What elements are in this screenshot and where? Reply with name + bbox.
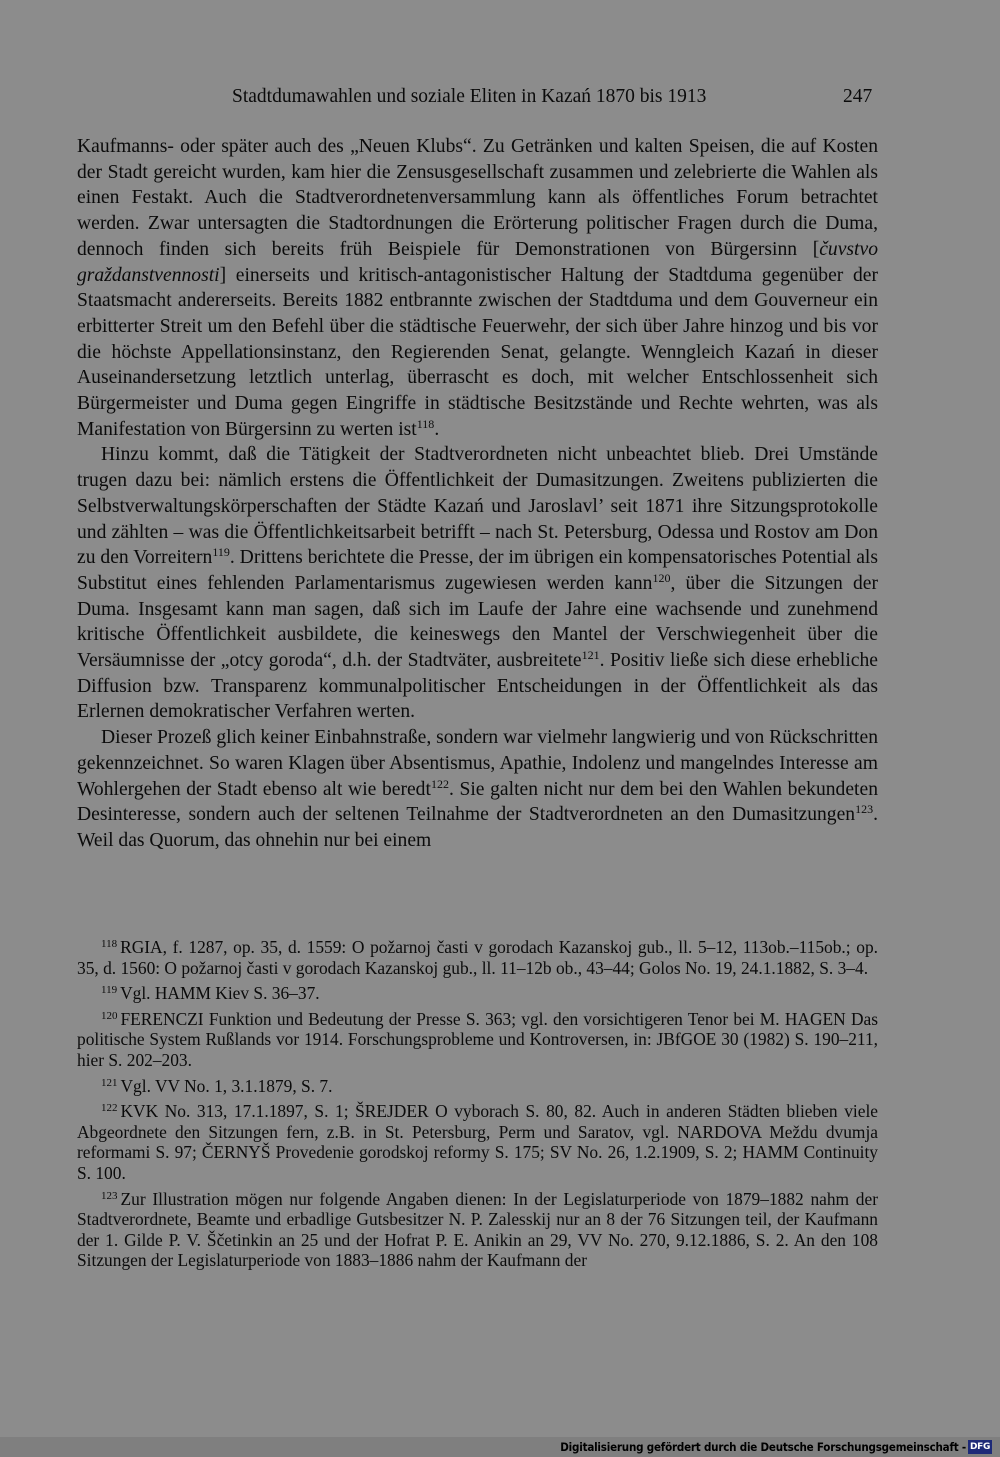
footnote-number: 121 [101,1076,118,1089]
footnote-number: 123 [101,1189,118,1202]
page-number: 247 [843,86,873,107]
footnote-number: 122 [101,1102,118,1115]
running-header [0,86,1000,112]
footnote-ref-119[interactable]: 119 [212,545,230,560]
paragraph-1-text-b: ] einerseits und kritisch-antagonistischer Haltung der Stadtduma gegenüber der Staatsmacht andererseits. Bereits 1882 entbrannte zwischen der Stadtduma und dem Gouverneur ein erbitterter Streit um den Befehl über die städtische Feuerwehr, der sich über Jahre hinzog und bis vor die höchste Appellationsinstanz, den Regierenden Senat, gelangte. Wenngleich Kazań in dieser Auseinandersetzung letztlich unterlag, überrascht es doch, mit welcher Entschlossenheit sich Bürgermeister und Duma gegen Eingriffe in städtische Besitzstände und Rechte wehrten, was als Manifestation von Bürgersinn zu werten ist [77,264,878,440]
paragraph-2-text-b: . Drittens berichtete die Presse, der im übrigen ein kompensatorisches Potential als Substitut eines fehlenden Parlamentarismus zugewiesen werden kann [77,547,878,594]
footnotes [77,937,878,1276]
footnote-text: Vgl. VV No. 1, 3.1.1879, S. 7. [120,1075,333,1096]
paragraph-3-text-a: Dieser Prozeß glich keiner Einbahnstraße, sondern war vielmehr langwierig und von Rückschritten gekennzeichnet. So waren Klagen über Absentismus, Apathie, Indolenz und mangelndes Interesse am Wohlergehen der Stadt ebenso alt wie beredt [77,727,878,800]
footnote-ref-121[interactable]: 121 [581,648,600,663]
footnote-text: RGIA, f. 1287, op. 35, d. 1559: O požarnoj časti v gorodach Kazanskoj gub., ll. 5–12, 113ob.–115ob.; op. 35, d. 1560: O požarnoj časti v gorodach Kazanskoj gub., ll. 11–12b ob., 43–44; Golos No. 19, 24.1.1882, S. 3–4. [77,937,878,978]
paragraph-1 [77,134,878,442]
digitization-credit: Digitalisierung gefördert durch die Deutsche Forschungsgemeinschaft - [560,1440,966,1454]
footnote-number: 119 [101,984,118,997]
paragraph-2-text-a: Hinzu kommt, daß die Tätigkeit der Stadtverordneten nicht unbeachtet blieb. Drei Umstände trugen dazu bei: nämlich erstens die Öffentlichkeit der Dumasitzungen. Zweitens publizierten die Selbstverwaltungskörperschaften der Städte Kazań und Jaroslavl’ seit 1871 ihre Sitzungsprotokolle und zählten – was die Öffentlichkeitsarbeit betrifft – nach St. Petersburg, Odessa und Rostov am Don zu den Vorreitern [77,444,878,569]
footnote-118 [77,937,878,978]
footnote-121 [77,1076,878,1097]
paragraph-3 [77,725,878,854]
footnote-ref-123[interactable]: 123 [855,802,874,817]
footnote-text: Vgl. HAMM Kiev S. 36–37. [120,983,320,1004]
paragraph-1-italic-term: čuvstvo graždanstvennosti [77,238,878,286]
paragraph-2-text-d: . Positiv ließe sich diese erhebliche Diffusion bzw. Transparenz kommunalpolitischer Entscheidungen in der Öffentlichkeit als das Erlernen demokratischer Verfahren werten. [77,650,879,723]
footnote-number: 120 [101,1009,118,1022]
footnote-text: KVK No. 313, 17.1.1897, S. 1; ŠREJDER O vyborach S. 80, 82. Auch in anderen Städten blieben viele Abgeordnete den Sitzungen fern, z.B. in St. Petersburg, Perm und Saratov, vgl. NARDOVA Meždu dvumja reformami S. 97; ČERNYŠ Provedenie gorodskoj reformy S. 175; SV No. 26, 1.2.1909, S. 2; HAMM Continuity S. 100. [77,1101,878,1183]
dfg-logo: DFG [969,1442,991,1452]
footnote-123 [77,1189,878,1271]
paragraph-2-text-c: , über die Sitzungen der Duma. Insgesamt kann man sagen, daß sich im Laufe der Jahre eine wachsende und zunehmend kritische Öffentlichkeit ausbildete, die keineswegs den Mantel der Verschwiegenheit über die Versäumnisse der „otcy goroda“, d.h. der Stadtväter, ausbreitete [77,572,878,672]
footnote-ref-122[interactable]: 122 [430,776,449,791]
paragraph-1-text-c: . [434,418,440,440]
footnote-ref-118[interactable]: 118 [416,416,435,431]
footnote-119 [77,983,878,1004]
main-text [77,134,878,854]
footnote-ref-120[interactable]: 120 [652,570,671,585]
paragraph-2 [77,442,878,725]
footnote-122 [77,1101,878,1183]
paragraph-3-text-b: . Sie galten nicht nur dem bei den Wahlen bekundeten Desinteresse, sondern auch der seltenen Teilnahme der Stadtverordneten an den Dumasitzungen [77,778,878,826]
footnote-number: 118 [101,938,118,950]
footnote-text: FERENCZI Funktion und Bedeutung der Presse S. 363; vgl. den vorsichtigeren Tenor bei M. HAGEN Das politische System Rußlands vor 1914. Forschungsprobleme und Kontroversen, in: JBfGOE 30 (1982) S. 190–211, hier S. 202–203. [77,1008,878,1070]
paragraph-3-text-c: . Weil das Quorum, das ohnehin nur bei einem [77,804,878,851]
footnote-text: Zur Illustration mögen nur folgende Angaben dienen: In der Legislaturperiode von 1879–1882 nahm der Stadtverordnete, Beamte und erbadlige Gutsbesitzer N. P. Zalesskij nur an 8 der 76 Sitzungen teil, der Kaufmann der 1. Gilde P. V. Ščetinkin an 25 und der Hofrat P. E. Anikin an 29, VV No. 270, 9.12.1886, S. 2. An den 108 Sitzungen der Legislaturperiode von 1883–1886 nahm der Kaufmann der [77,1188,878,1271]
paragraph-1-text-a: Kaufmanns- oder später auch des „Neuen Klubs“. Zu Getränken und kalten Speisen, die auf Kosten der Stadt gereicht wurden, kam hier die Zensusgesellschaft zusammen und zelebrierte die Wahlen als einen Festakt. Auch die Stadtverordnetenversammlung kann als öffentliches Forum betrachtet werden. Zwar untersagten die Stadtordnungen die Erörterung politischer Fragen durch die Duma, dennoch finden sich bereits früh Beispiele für Demonstrationen von Bürgersinn [ [77,136,878,260]
running-title: Stadtdumawahlen und soziale Eliten in Kazań 1870 bis 1913 [232,86,707,107]
footnote-120 [77,1009,878,1071]
